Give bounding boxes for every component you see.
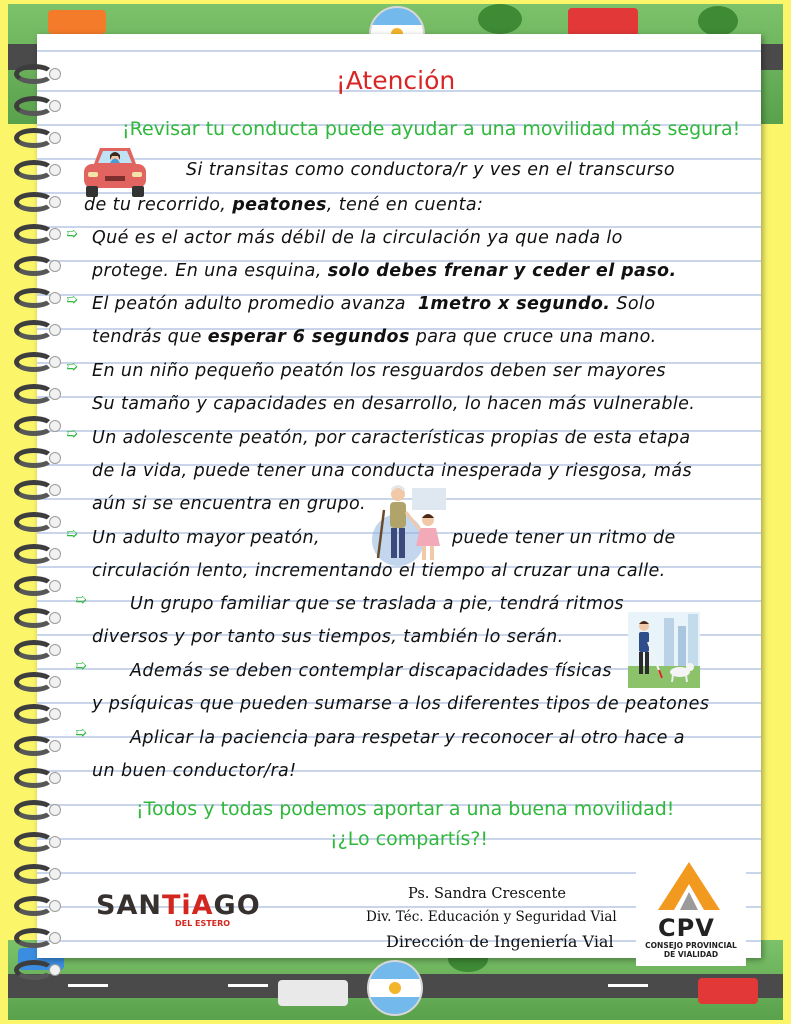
intro-line-2 — [84, 195, 483, 215]
spiral-hole — [49, 516, 61, 528]
closing-line-1: ¡Todos y todas podemos aportar a una buena movilidad! — [136, 798, 675, 820]
spiral-ring — [14, 96, 54, 116]
spiral-ring — [14, 512, 54, 532]
cpv-logo-text: CPV — [658, 914, 715, 942]
grandparent-child-illustration — [362, 480, 454, 568]
spiral-ring — [14, 576, 54, 596]
cpv-subtitle-line: CONSEJO PROVINCIAL — [645, 941, 737, 950]
spiral-ring — [14, 448, 54, 468]
spiral-hole — [49, 100, 61, 112]
spiral-hole — [49, 324, 61, 336]
spiral-hole — [49, 964, 61, 976]
spiral-hole — [49, 676, 61, 688]
arrow-right-icon: ➯ — [75, 658, 87, 674]
bullet-8-line-1: Aplicar la paciencia para respetar y reconocer al otro hace a — [130, 728, 685, 748]
page-title: ¡Atención — [335, 66, 456, 95]
spiral-ring — [14, 640, 54, 660]
logo-text: GO — [213, 890, 261, 921]
spiral-ring — [14, 288, 54, 308]
spiral-hole — [49, 708, 61, 720]
spiral-ring — [14, 608, 54, 628]
spiral-hole — [49, 164, 61, 176]
arrow-right-icon: ➯ — [66, 226, 78, 242]
bullet-text: Solo — [610, 294, 656, 314]
spiral-ring — [14, 320, 54, 340]
bullet-1-line-2 — [92, 261, 677, 281]
spiral-hole — [49, 772, 61, 784]
spiral-ring — [14, 352, 54, 372]
intro-emphasis: peatones — [232, 195, 327, 215]
bullet-4-line-3: aún si se encuentra en grupo. — [92, 494, 367, 514]
cpv-subtitle-line: DE VIALIDAD — [663, 950, 719, 959]
logo-text: SAN — [96, 890, 162, 921]
arrow-right-icon: ➯ — [75, 592, 87, 608]
bullet-emphasis: 1metro x segundo. — [417, 294, 611, 314]
logo-text: TiA — [161, 890, 214, 921]
bullet-text: para que cruce una mano. — [409, 327, 657, 347]
spiral-hole — [49, 132, 61, 144]
arrow-right-icon: ➯ — [66, 292, 78, 308]
spiral-ring — [14, 800, 54, 820]
spiral-ring — [14, 224, 54, 244]
cpv-triangle-icon — [656, 860, 722, 912]
spiral-hole — [49, 612, 61, 624]
bullet-2-line-1 — [92, 294, 655, 314]
intro-text: de tu recorrido, — [84, 195, 233, 215]
spiral-ring — [14, 864, 54, 884]
closing-line-2: ¡¿Lo compartís?! — [330, 828, 489, 850]
spiral-ring — [14, 480, 54, 500]
spiral-ring — [14, 928, 54, 948]
spiral-hole — [49, 740, 61, 752]
spiral-hole — [49, 836, 61, 848]
arrow-right-icon: ➯ — [75, 725, 87, 741]
spiral-hole — [49, 644, 61, 656]
spiral-hole — [49, 900, 61, 912]
spiral-ring — [14, 672, 54, 692]
spiral-hole — [49, 196, 61, 208]
bullet-2-line-2 — [92, 327, 657, 347]
spiral-ring — [14, 736, 54, 756]
car-driver-illustration — [78, 142, 152, 200]
spiral-hole — [49, 804, 61, 816]
spiral-hole — [49, 420, 61, 432]
spiral-hole — [49, 292, 61, 304]
arrow-right-icon: ➯ — [66, 426, 78, 442]
spiral-hole — [49, 484, 61, 496]
spiral-ring — [14, 384, 54, 404]
bullet-5-line-1a: Un adulto mayor peatón, — [92, 528, 320, 548]
bullet-4-line-1: Un adolescente peatón, por características propias de esta etapa — [92, 428, 691, 448]
spiral-hole — [49, 932, 61, 944]
blind-pedestrian-illustration — [628, 612, 700, 688]
spiral-hole — [49, 388, 61, 400]
subtitle: ¡Revisar tu conducta puede ayudar a una movilidad más segura! — [122, 118, 741, 140]
bullet-text: El peatón adulto promedio avanza — [92, 294, 412, 314]
spiral-hole — [49, 228, 61, 240]
arrow-right-icon: ➯ — [66, 359, 78, 375]
spiral-ring — [14, 192, 54, 212]
bullet-5-line-2: circulación lento, incrementando el tiempo al cruzar una calle. — [92, 561, 666, 581]
cpv-logo-subtitle — [637, 941, 745, 959]
intro-text: , tené en cuenta: — [326, 195, 484, 215]
author-name: Ps. Sandra Crescente — [408, 886, 566, 902]
bullet-4-line-2: de la vida, puede tener una conducta inesperada y riesgosa, más — [92, 461, 693, 481]
spiral-hole — [49, 452, 61, 464]
argentina-flag-icon — [367, 960, 423, 1016]
spiral-ring — [14, 160, 54, 180]
division-name: Div. Téc. Educación y Seguridad Vial — [366, 909, 617, 925]
spiral-hole — [49, 356, 61, 368]
spiral-ring — [14, 768, 54, 788]
spiral-hole — [49, 548, 61, 560]
santiago-logo — [96, 890, 261, 921]
bullet-emphasis: esperar 6 segundos — [207, 327, 410, 347]
spiral-ring — [14, 896, 54, 916]
bullet-3-line-1: En un niño pequeño peatón los resguardos deben ser mayores — [92, 361, 666, 381]
bullet-emphasis: solo debes frenar y ceder el paso. — [327, 261, 677, 281]
bullet-6-line-1: Un grupo familiar que se traslada a pie, tendrá ritmos — [130, 594, 624, 614]
spiral-ring — [14, 544, 54, 564]
arrow-right-icon: ➯ — [66, 526, 78, 542]
bullet-5-line-1b: puede tener un ritmo de — [452, 528, 676, 548]
bullet-1-line-1: Qué es el actor más débil de la circulación ya que nada lo — [92, 228, 623, 248]
bullet-text: tendrás que — [92, 327, 208, 347]
direction-name: Dirección de Ingeniería Vial — [386, 932, 614, 951]
spiral-hole — [49, 868, 61, 880]
bullet-6-line-2: diversos y por tanto sus tiempos, también lo serán. — [92, 627, 564, 647]
spiral-ring — [14, 960, 54, 980]
spiral-ring — [14, 832, 54, 852]
bullet-8-line-2: un buen conductor/ra! — [92, 761, 297, 781]
bullet-text: protege. En una esquina, — [92, 261, 328, 281]
spiral-ring — [14, 256, 54, 276]
spiral-ring — [14, 416, 54, 436]
bullet-3-line-2: Su tamaño y capacidades en desarrollo, lo hacen más vulnerable. — [92, 394, 696, 414]
santiago-logo-subtitle: DEL ESTERO — [175, 919, 231, 928]
bullet-7-line-1: Además se deben contemplar discapacidades físicas — [130, 661, 612, 681]
spiral-ring — [14, 704, 54, 724]
intro-line-1: Si transitas como conductora/r y ves en el transcurso — [186, 160, 675, 180]
bullet-7-line-2: y psíquicas que pueden sumarse a los diferentes tipos de peatones — [92, 694, 710, 714]
spiral-hole — [49, 260, 61, 272]
spiral-ring — [14, 128, 54, 148]
spiral-hole — [49, 580, 61, 592]
